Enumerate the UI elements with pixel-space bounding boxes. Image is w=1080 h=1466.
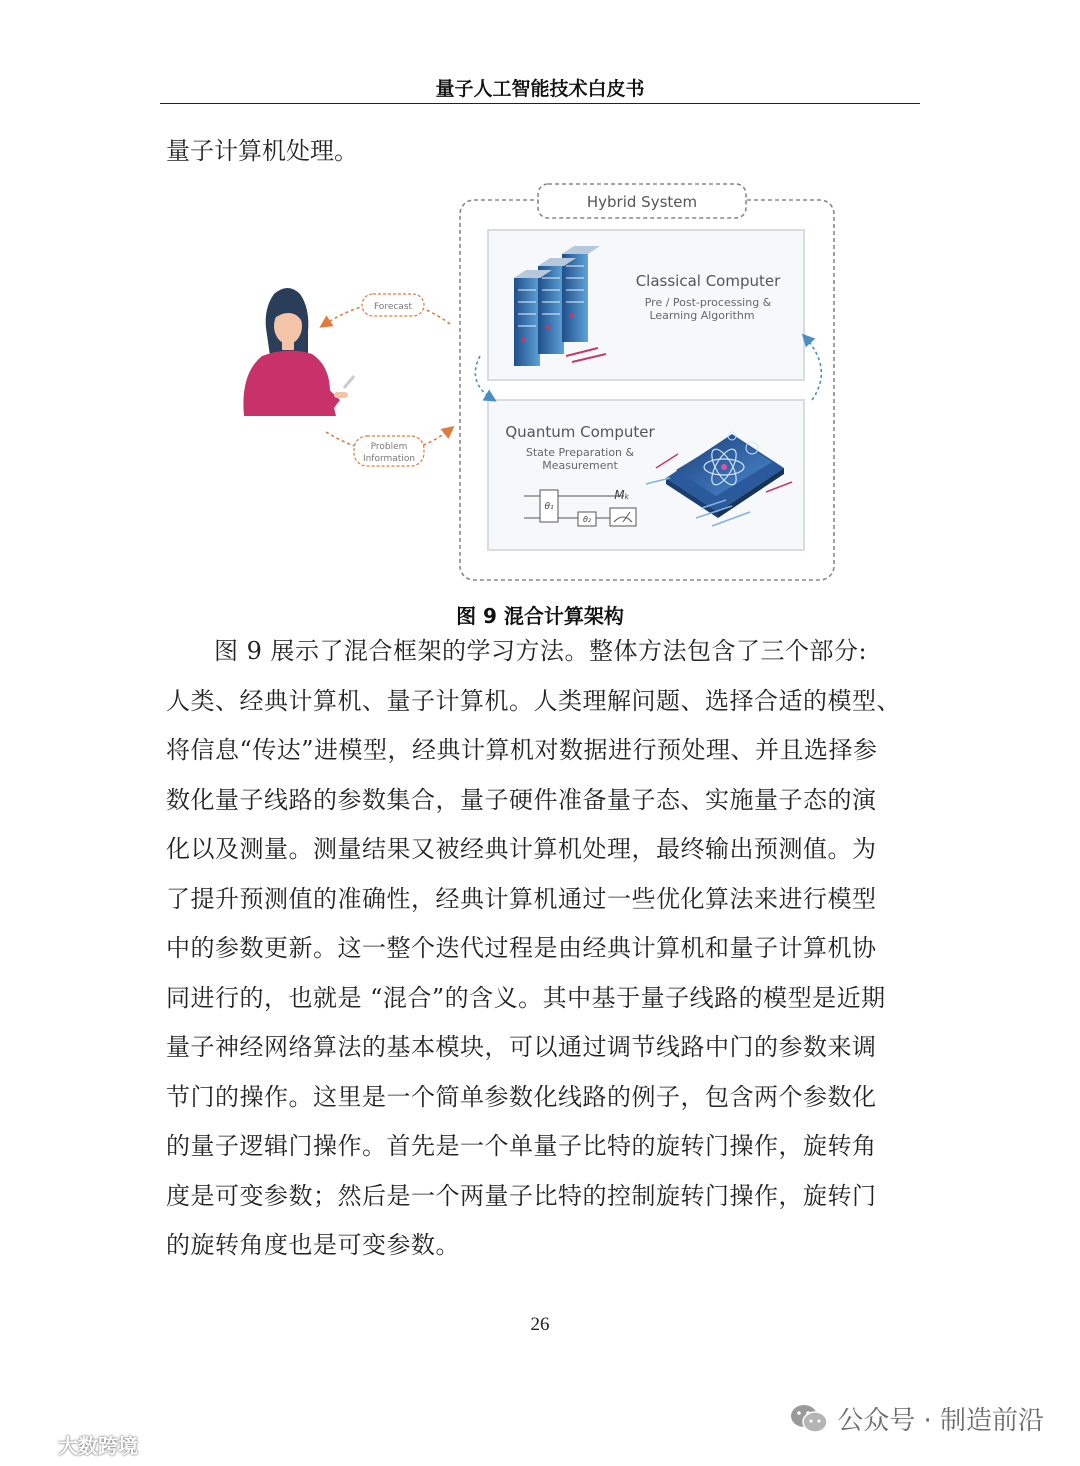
figure-caption: 图 9 混合计算架构 xyxy=(456,604,624,628)
quantum-line1: State Preparation & xyxy=(525,446,635,459)
body-line: 化以及测量。测量结果又被经典计算机处理，最终输出预测值。为 xyxy=(166,835,877,863)
gate-theta-2: θ₂ xyxy=(582,515,592,524)
body-line: 中的参数更新。这一整个迭代过程是由经典计算机和量子计算机协 xyxy=(166,934,877,962)
watermark-right-text: 公众号 · 制造前沿 xyxy=(837,1406,1044,1436)
header-rule xyxy=(160,103,920,104)
body-line: 同进行的，也就是 “混合”的含义。其中基于量子线路的模型是近期 xyxy=(166,983,886,1012)
page-number: 26 xyxy=(530,1314,550,1335)
wechat-icon xyxy=(789,1403,829,1435)
body-line: 数化量子线路的参数集合，量子硬件准备量子态、实施量子态的演 xyxy=(166,785,877,814)
forecast-label: Forecast xyxy=(373,302,413,312)
watermark-logo-icon xyxy=(10,1433,54,1457)
problem-label: Problem xyxy=(370,442,408,452)
quantum-line2: Measurement xyxy=(542,459,618,472)
watermark-left-text: 大数跨境 xyxy=(58,1434,138,1458)
body-line: 量子神经网络算法的基本模块，可以通过调节线路中门的参数来调 xyxy=(166,1033,877,1061)
body-line: 的量子逻辑门操作。首先是一个单量子比特的旋转门操作，旋转角 xyxy=(166,1132,877,1160)
body-line: 将信息“传达”进模型，经典计算机对数据进行预处理、并且选择参 xyxy=(166,736,878,764)
watermark-left xyxy=(10,1430,138,1459)
gate-theta-1: θ₁ xyxy=(544,502,554,512)
quantum-title: Quantum Computer xyxy=(505,423,655,441)
watermark-right xyxy=(789,1400,1044,1437)
person-illustration xyxy=(243,288,354,416)
classical-line1: Pre / Post-processing & xyxy=(644,296,772,309)
quantum-to-classical-arrow xyxy=(804,336,821,400)
running-header: 量子人工智能技术白皮书 xyxy=(435,78,645,100)
classical-line2: Learning Algorithm xyxy=(649,309,755,322)
body-paragraph xyxy=(166,627,936,1271)
measurement-label: Mₖ xyxy=(614,488,630,502)
body-line: 的旋转角度也是可变参数。 xyxy=(166,1231,460,1259)
information-label: Information xyxy=(362,454,416,464)
lead-paragraph: 量子计算机处理。 xyxy=(166,137,358,165)
hybrid-system-figure xyxy=(226,178,846,588)
body-line: 图 9 展示了混合框架的学习方法。整体方法包含了三个部分: xyxy=(214,637,868,665)
body-line: 节门的操作。这里是一个简单参数化线路的例子，包含两个参数化 xyxy=(166,1082,877,1111)
hybrid-system-label: Hybrid System xyxy=(586,193,698,211)
body-line: 度是可变参数；然后是一个两量子比特的控制旋转门操作，旋转门 xyxy=(166,1181,877,1210)
body-line: 了提升预测值的准确性，经典计算机通过一些优化算法来进行模型 xyxy=(166,884,877,913)
body-line: 人类、经典计算机、量子计算机。人类理解问题、选择合适的模型、 xyxy=(166,686,901,715)
classical-title: Classical Computer xyxy=(635,272,781,290)
